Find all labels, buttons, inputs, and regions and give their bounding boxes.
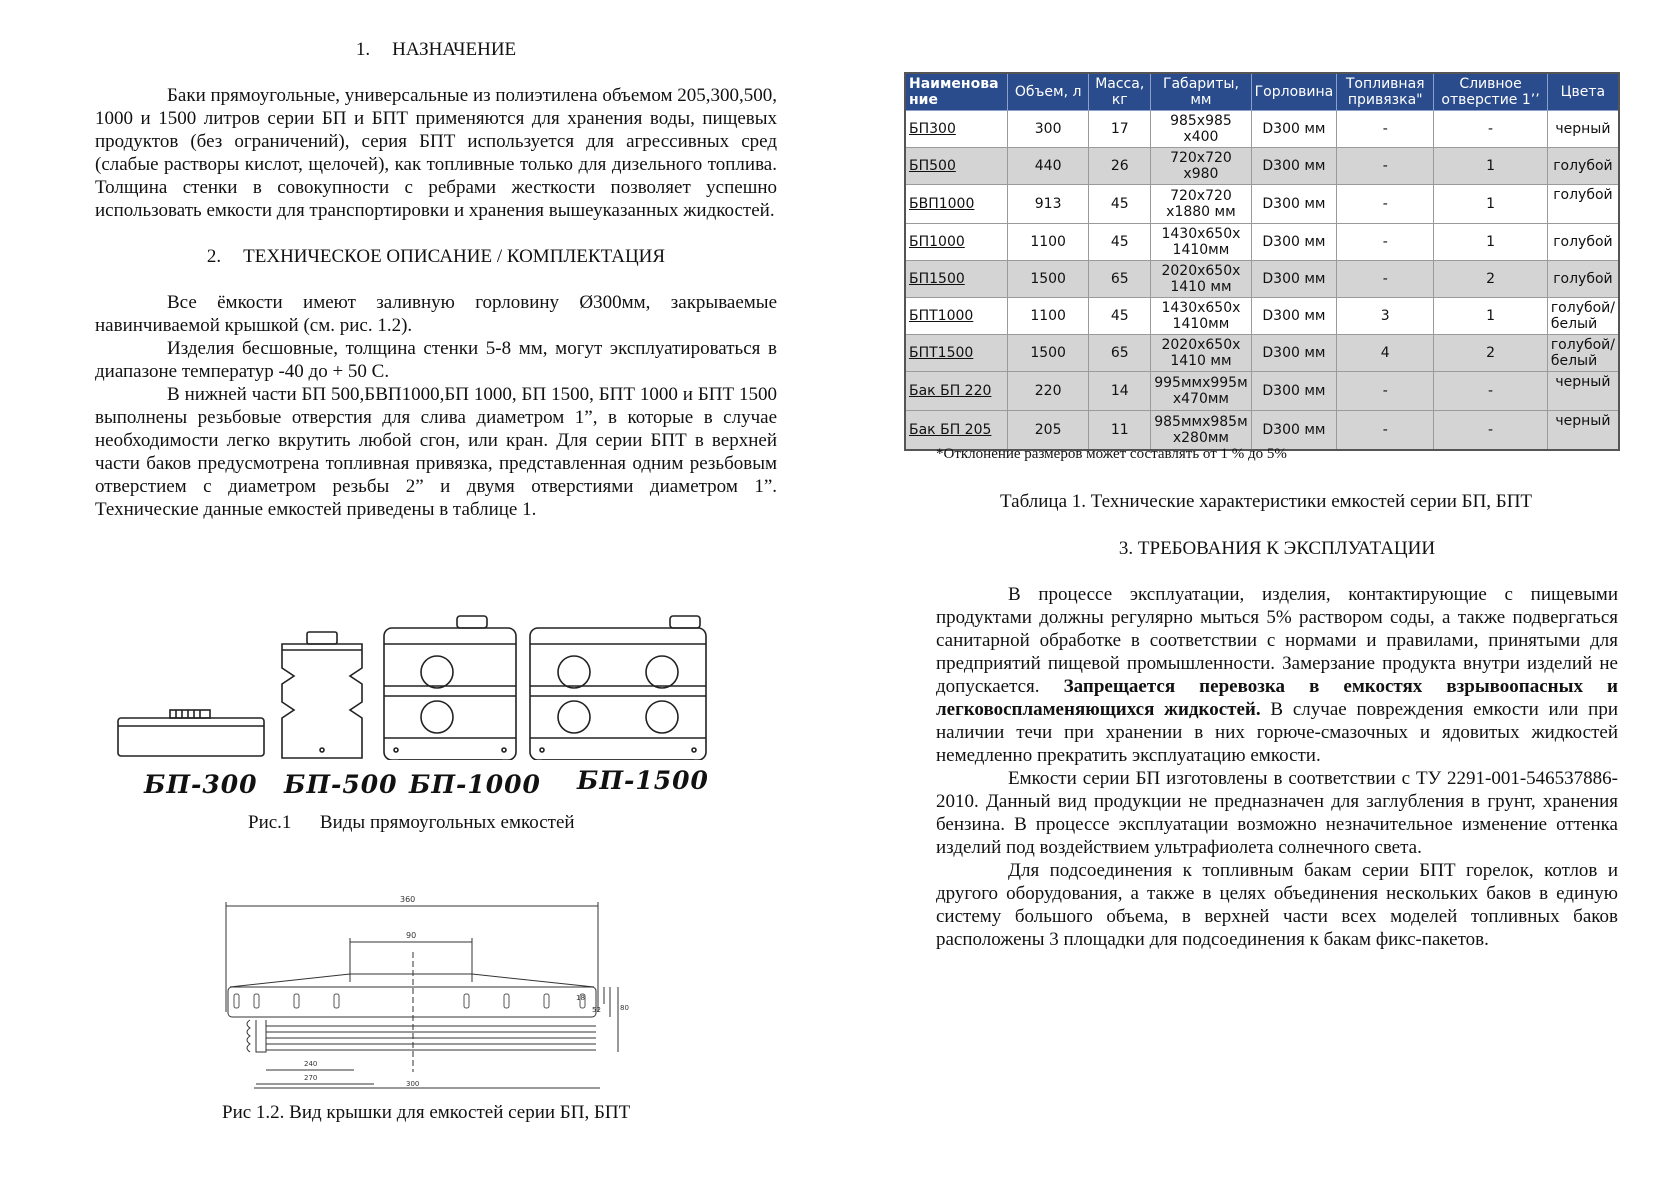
cell-volume: 220 [1008, 372, 1089, 411]
section-number: 2. [206, 246, 222, 267]
header-neck: Горловина [1251, 73, 1337, 111]
cell-fuel-connection: - [1337, 111, 1434, 148]
header-fuel-connection: Топливная привязка" [1337, 73, 1434, 111]
cell-volume: 1500 [1008, 335, 1089, 372]
table-row [905, 224, 1619, 261]
section-3-heading: 3. ТРЕБОВАНИЯ К ЭКСПЛУАТАЦИИ [1118, 538, 1436, 559]
cell-dimensions: 995ммx995м x470мм [1151, 372, 1251, 411]
table-row [905, 298, 1619, 335]
header-volume: Объем, л [1008, 73, 1089, 111]
cell-mass: 65 [1089, 261, 1151, 298]
tank-bp1500-drawing [530, 616, 706, 760]
cell-mass: 14 [1089, 372, 1151, 411]
cell-drain: 1 [1434, 224, 1548, 261]
section-2-paragraph-3: В нижней части БП 500,БВП1000,БП 1000, БП 1500, БПТ 1000 и БПТ 1500 выполнены резьбовые отверстия для слива диаметром 1”, в которые в случае необходимости легко вкрутить любой сгон, или кран. Для серии БПТ в верхней части баков предусмотрена топливная привязка, представленная одним резьбовым отверстием с диаметром резьбы 2” и двумя отверстиями диаметром 1”. Технические данные емкостей приведены в таблице 1. [95, 384, 777, 520]
cell-name[interactable]: БП1000 [905, 224, 1008, 261]
specs-table-wrapper [904, 72, 1620, 451]
paragraph-text: В случае повреждения емкости или при наличии течи при хранении в них горюче-смазочных и ядовитых жидкостей немедленно прекратить эксплуатацию емкости. [936, 699, 1618, 766]
cell-neck: D300 мм [1251, 372, 1337, 411]
section-2-paragraph-2: Изделия бесшовные, толщина стенки 5-8 мм, могут эксплуатироваться в диапазоне температур -40 до + 50 С. [95, 338, 777, 382]
cell-drain: 2 [1434, 261, 1548, 298]
section-1-paragraph: Баки прямоугольные, универсальные из полиэтилена объемом 205,300,500, 1000 и 1500 литров серии БП и БПТ применяются для хранения воды, пищевых продуктов (без ограничений), серия БПТ используется для агрессивных сред (слабые растворы кислот, щелочей), как топливные только для дизельного топлива. Толщина стенки в совокупности с ребрами жесткости позволяет успешно использовать емкости для транспортировки и хранения вышеуказанных жидкостей. [95, 85, 777, 221]
cell-drain: 1 [1434, 298, 1548, 335]
lid-drawing [220, 892, 650, 1092]
right-column [936, 537, 1618, 951]
cell-neck: D300 мм [1251, 298, 1337, 335]
cell-volume: 913 [1008, 185, 1089, 224]
tank-label-bp500: БП-500 [284, 770, 398, 799]
cell-colors: голубой [1547, 148, 1619, 185]
cell-name[interactable]: БВП1000 [905, 185, 1008, 224]
cell-neck: D300 мм [1251, 148, 1337, 185]
cell-colors: голубой/ белый [1547, 335, 1619, 372]
cell-drain: - [1434, 411, 1548, 451]
dim-360: 360 [400, 895, 416, 904]
cell-dimensions: 720x720 x1880 мм [1151, 185, 1251, 224]
cell-dimensions: 1430x650x 1410мм [1151, 224, 1251, 261]
section-1-heading [95, 38, 777, 61]
dim-90: 90 [406, 931, 417, 940]
cell-name[interactable]: БП300 [905, 111, 1008, 148]
tank-bp300-drawing [118, 710, 264, 756]
dim-240: 240 [304, 1060, 318, 1068]
tank-label-bp1500: БП-1500 [577, 766, 709, 795]
cell-mass: 26 [1089, 148, 1151, 185]
cell-volume: 440 [1008, 148, 1089, 185]
cell-name[interactable]: БПТ1500 [905, 335, 1008, 372]
warning-text: Запрещается перевозка в емкостях взрывоопасных и легковоспламеняющихся жидкостей. [936, 676, 1618, 720]
tank-label-bp1000: БП-1000 [409, 770, 541, 799]
table-row [905, 372, 1619, 411]
cell-neck: D300 мм [1251, 224, 1337, 261]
dim-80: 80 [620, 1004, 629, 1012]
table-row [905, 148, 1619, 185]
cell-colors: черный [1547, 372, 1619, 411]
cell-colors: голубой [1547, 261, 1619, 298]
figure-1-caption: Рис.1 Виды прямоугольных емкостей [248, 812, 575, 833]
section-number: 1. [355, 39, 371, 60]
cell-mass: 45 [1089, 185, 1151, 224]
section-3-paragraph-2: Емкости серии БП изготовлены в соответствии с ТУ 2291-001-546537886-2010. Данный вид продукции не предназначен для заглубления в грунт, хранения бензина. В процессе эксплуатации возможно незначительное изменение оттенка изделий под воздействием ультрафиолета солнечного света. [936, 768, 1618, 858]
cell-drain: 1 [1434, 185, 1548, 224]
cell-neck: D300 мм [1251, 411, 1337, 451]
header-colors: Цвета [1547, 73, 1619, 111]
cell-colors: голубой/ белый [1547, 298, 1619, 335]
figure-1-2-caption: Рис 1.2. Вид крышки для емкостей серии БП, БПТ [222, 1102, 631, 1123]
section-3-paragraph-3: Для подсоединения к топливным бакам серии БПТ горелок, котлов и другого оборудования, а также в целях объединения нескольких баков в единую систему большого объема, в верхней части всех моделей топливных баков расположены 3 площадки для подсоединения к бакам фикс-пакетов. [936, 860, 1618, 950]
table-body [905, 111, 1619, 451]
cell-fuel-connection: 4 [1337, 335, 1434, 372]
cell-colors: голубой [1547, 224, 1619, 261]
table-row [905, 335, 1619, 372]
cell-mass: 17 [1089, 111, 1151, 148]
cell-name[interactable]: Бак БП 205 [905, 411, 1008, 451]
cell-dimensions: 985x985 x400 [1151, 111, 1251, 148]
section-title: НАЗНАЧЕНИЕ [392, 39, 517, 60]
cell-fuel-connection: - [1337, 185, 1434, 224]
cell-colors: черный [1547, 111, 1619, 148]
cell-dimensions: 2020x650x 1410 мм [1151, 261, 1251, 298]
section-title: ТЕХНИЧЕСКОЕ ОПИСАНИЕ / КОМПЛЕКТАЦИЯ [243, 246, 666, 267]
cell-fuel-connection: - [1337, 148, 1434, 185]
table-caption: Таблица 1. Технические характеристики емкостей серии БП, БПТ [1000, 491, 1533, 512]
header-dimensions: Габариты, мм [1151, 73, 1251, 111]
cell-dimensions: 1430x650x 1410мм [1151, 298, 1251, 335]
dim-52: 52 [592, 1006, 601, 1014]
table-header-row [905, 73, 1619, 111]
cell-volume: 1500 [1008, 261, 1089, 298]
cell-name[interactable]: Бак БП 220 [905, 372, 1008, 411]
cell-drain: 2 [1434, 335, 1548, 372]
cell-fuel-connection: - [1337, 411, 1434, 451]
tank-drawings [112, 610, 762, 760]
tank-bp1000-drawing [384, 616, 516, 760]
section-2-heading [95, 245, 777, 268]
tank-bp500-drawing [282, 632, 362, 758]
dim-18: 18 [576, 994, 585, 1002]
specs-table [904, 72, 1620, 451]
table-row [905, 185, 1619, 224]
cell-volume: 1100 [1008, 298, 1089, 335]
paragraph-text: В процессе эксплуатации, изделия, контактирующие с пищевыми продуктами должны регулярно мыться 5% раствором соды, а также подвергаться санитарной обработке в соответствии с нормами и правилами, принятыми для предприятий пищевой промышленности. Замерзание продукта внутри изделий не допускается. [936, 584, 1618, 697]
cell-mass: 11 [1089, 411, 1151, 451]
cell-neck: D300 мм [1251, 111, 1337, 148]
figure-lid-drawing [220, 892, 650, 1092]
cell-drain: 1 [1434, 148, 1548, 185]
section-2-paragraph-1: Все ёмкости имеют заливную горловину Ø300мм, закрываемые навинчиваемой крышкой (см. рис. 1.2). [95, 292, 777, 336]
left-column [95, 38, 777, 521]
cell-mass: 45 [1089, 298, 1151, 335]
cell-colors: черный [1547, 411, 1619, 451]
cell-neck: D300 мм [1251, 261, 1337, 298]
dim-300: 300 [406, 1080, 420, 1088]
cell-fuel-connection: 3 [1337, 298, 1434, 335]
cell-fuel-connection: - [1337, 224, 1434, 261]
header-mass: Масса, кг [1089, 73, 1151, 111]
section-3-paragraph-1 [936, 583, 1618, 767]
cell-fuel-connection: - [1337, 261, 1434, 298]
cell-name[interactable]: БП1500 [905, 261, 1008, 298]
cell-volume: 300 [1008, 111, 1089, 148]
cell-colors: голубой [1547, 185, 1619, 224]
cell-dimensions: 720x720 x980 [1151, 148, 1251, 185]
header-drain: Сливное отверстие 1’’ [1434, 73, 1548, 111]
dim-270: 270 [304, 1074, 318, 1082]
cell-dimensions: 985ммx985м x280мм [1151, 411, 1251, 451]
cell-volume: 1100 [1008, 224, 1089, 261]
table-row [905, 411, 1619, 451]
figure-tank-types [112, 610, 762, 810]
tank-label-bp300: БП-300 [144, 770, 258, 799]
table-note: *Отклонение размеров может составлять от 1 % до 5% [936, 446, 1287, 462]
cell-mass: 65 [1089, 335, 1151, 372]
cell-neck: D300 мм [1251, 335, 1337, 372]
table-row [905, 111, 1619, 148]
cell-fuel-connection: - [1337, 372, 1434, 411]
cell-neck: D300 мм [1251, 185, 1337, 224]
table-row [905, 261, 1619, 298]
cell-drain: - [1434, 111, 1548, 148]
cell-dimensions: 2020x650x 1410 мм [1151, 335, 1251, 372]
header-name: Наименова ние [905, 73, 1008, 111]
cell-mass: 45 [1089, 224, 1151, 261]
cell-name[interactable]: БП500 [905, 148, 1008, 185]
cell-name[interactable]: БПТ1000 [905, 298, 1008, 335]
cell-volume: 205 [1008, 411, 1089, 451]
cell-drain: - [1434, 372, 1548, 411]
